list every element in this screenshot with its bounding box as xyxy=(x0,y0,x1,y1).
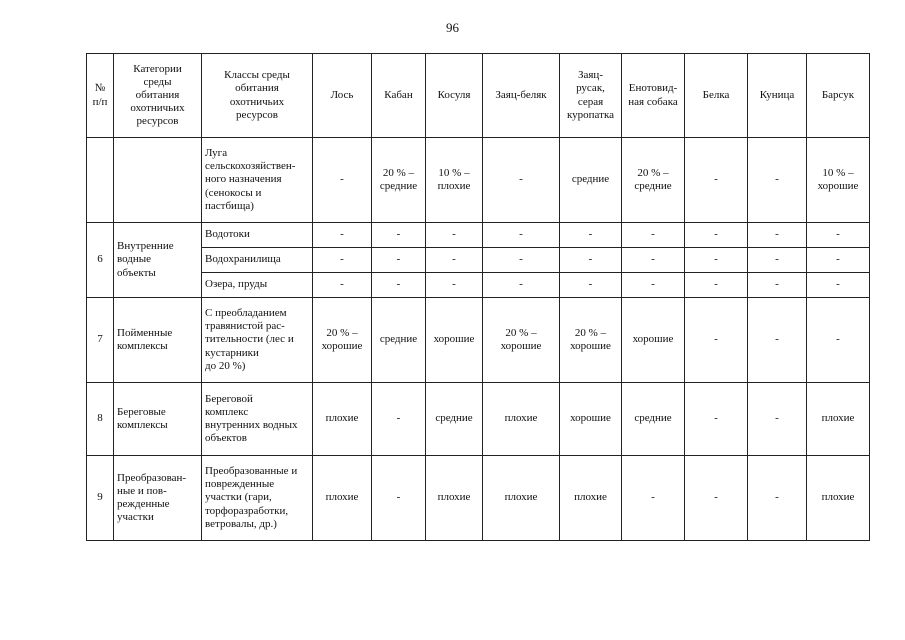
page-number: 96 xyxy=(446,20,459,35)
cell-value: хорошие xyxy=(560,383,622,456)
cell-value: - xyxy=(483,138,560,223)
cell-value: - xyxy=(748,273,807,298)
cell-value: - xyxy=(372,383,426,456)
row-class: Береговой комплекс внутренних водных объектов xyxy=(202,383,313,456)
row-class: Водотоки xyxy=(202,223,313,248)
header-animal: Лось xyxy=(313,54,372,138)
row-category: Пойменные комплексы xyxy=(114,298,202,383)
row-class: С преобладанием травянистой рас- тительности (лес и кустарники до 20 %) xyxy=(202,298,313,383)
header-row xyxy=(87,54,870,138)
cell-value: средние xyxy=(426,383,483,456)
cell-value: - xyxy=(483,223,560,248)
cell-value: - xyxy=(313,273,372,298)
header-animal: Кабан xyxy=(372,54,426,138)
row-class: Водохранилища xyxy=(202,248,313,273)
cell-value: - xyxy=(685,456,748,541)
header-animal: Белка xyxy=(685,54,748,138)
header-animal: Барсук xyxy=(807,54,870,138)
cell-value: - xyxy=(748,223,807,248)
cell-value: 20 % – хорошие xyxy=(313,298,372,383)
row-class: Преобразованные и поврежденные участки (гари, торфоразработки, ветровалы, др.) xyxy=(202,456,313,541)
cell-value: 10 % – плохие xyxy=(426,138,483,223)
row-num: 9 xyxy=(87,456,114,541)
header-animal: Куница xyxy=(748,54,807,138)
header-class: Классы среды обитания охотничьих ресурсов xyxy=(202,54,313,138)
cell-value: - xyxy=(483,248,560,273)
cell-value: - xyxy=(685,273,748,298)
cell-value: - xyxy=(313,138,372,223)
header-category: Категории среды обитания охотничьих ресурсов xyxy=(114,54,202,138)
cell-value: - xyxy=(748,456,807,541)
row-category: Преобразован- ные и пов- режденные участки xyxy=(114,456,202,541)
cell-value: 20 % – хорошие xyxy=(483,298,560,383)
cell-value: - xyxy=(313,223,372,248)
table-row xyxy=(87,456,870,541)
cell-value: плохие xyxy=(483,383,560,456)
row-num xyxy=(87,138,114,223)
cell-value: 20 % – хорошие xyxy=(560,298,622,383)
row-class: Луга сельскохозяйствен- ного назначения (сенокосы и пастбища) xyxy=(202,138,313,223)
cell-value: 20 % – средние xyxy=(372,138,426,223)
cell-value: - xyxy=(372,223,426,248)
table-row xyxy=(87,223,870,248)
habitat-table xyxy=(86,53,870,541)
cell-value: - xyxy=(622,456,685,541)
header-animal: Косуля xyxy=(426,54,483,138)
cell-value: - xyxy=(372,273,426,298)
cell-value: плохие xyxy=(483,456,560,541)
cell-value: 10 % – хорошие xyxy=(807,138,870,223)
cell-value: - xyxy=(622,248,685,273)
cell-value: - xyxy=(426,248,483,273)
cell-value: средние xyxy=(560,138,622,223)
cell-value: - xyxy=(685,248,748,273)
cell-value: - xyxy=(807,248,870,273)
cell-value: - xyxy=(807,273,870,298)
cell-value: хорошие xyxy=(426,298,483,383)
cell-value: хорошие xyxy=(622,298,685,383)
row-num: 6 xyxy=(87,223,114,298)
cell-value: - xyxy=(560,223,622,248)
row-class: Озера, пруды xyxy=(202,273,313,298)
cell-value: - xyxy=(483,273,560,298)
header-num: № п/п xyxy=(87,54,114,138)
cell-value: плохие xyxy=(313,456,372,541)
cell-value: - xyxy=(622,223,685,248)
table-row xyxy=(87,273,870,298)
cell-value: - xyxy=(748,383,807,456)
cell-value: - xyxy=(748,248,807,273)
cell-value: - xyxy=(807,223,870,248)
cell-value: - xyxy=(685,138,748,223)
cell-value: - xyxy=(685,298,748,383)
cell-value: - xyxy=(807,298,870,383)
cell-value: - xyxy=(685,223,748,248)
cell-value: плохие xyxy=(807,456,870,541)
cell-value: плохие xyxy=(313,383,372,456)
cell-value: - xyxy=(372,456,426,541)
header-animal: Енотовид- ная собака xyxy=(622,54,685,138)
table-row xyxy=(87,248,870,273)
cell-value: - xyxy=(313,248,372,273)
cell-value: - xyxy=(748,138,807,223)
cell-value: - xyxy=(685,383,748,456)
cell-value: 20 % – средние xyxy=(622,138,685,223)
cell-value: средние xyxy=(622,383,685,456)
row-num: 7 xyxy=(87,298,114,383)
cell-value: - xyxy=(748,298,807,383)
cell-value: - xyxy=(426,223,483,248)
cell-value: плохие xyxy=(807,383,870,456)
header-animal: Заяц-беляк xyxy=(483,54,560,138)
cell-value: - xyxy=(560,248,622,273)
table-row xyxy=(87,138,870,223)
cell-value: средние xyxy=(372,298,426,383)
cell-value: - xyxy=(426,273,483,298)
cell-value: - xyxy=(372,248,426,273)
header-animal: Заяц- русак, серая куропатка xyxy=(560,54,622,138)
cell-value: - xyxy=(622,273,685,298)
table-row xyxy=(87,298,870,383)
row-category: Береговые комплексы xyxy=(114,383,202,456)
cell-value: плохие xyxy=(426,456,483,541)
table-row xyxy=(87,383,870,456)
row-num: 8 xyxy=(87,383,114,456)
cell-value: плохие xyxy=(560,456,622,541)
row-category: Внутренние водные объекты xyxy=(114,223,202,298)
row-category xyxy=(114,138,202,223)
cell-value: - xyxy=(560,273,622,298)
